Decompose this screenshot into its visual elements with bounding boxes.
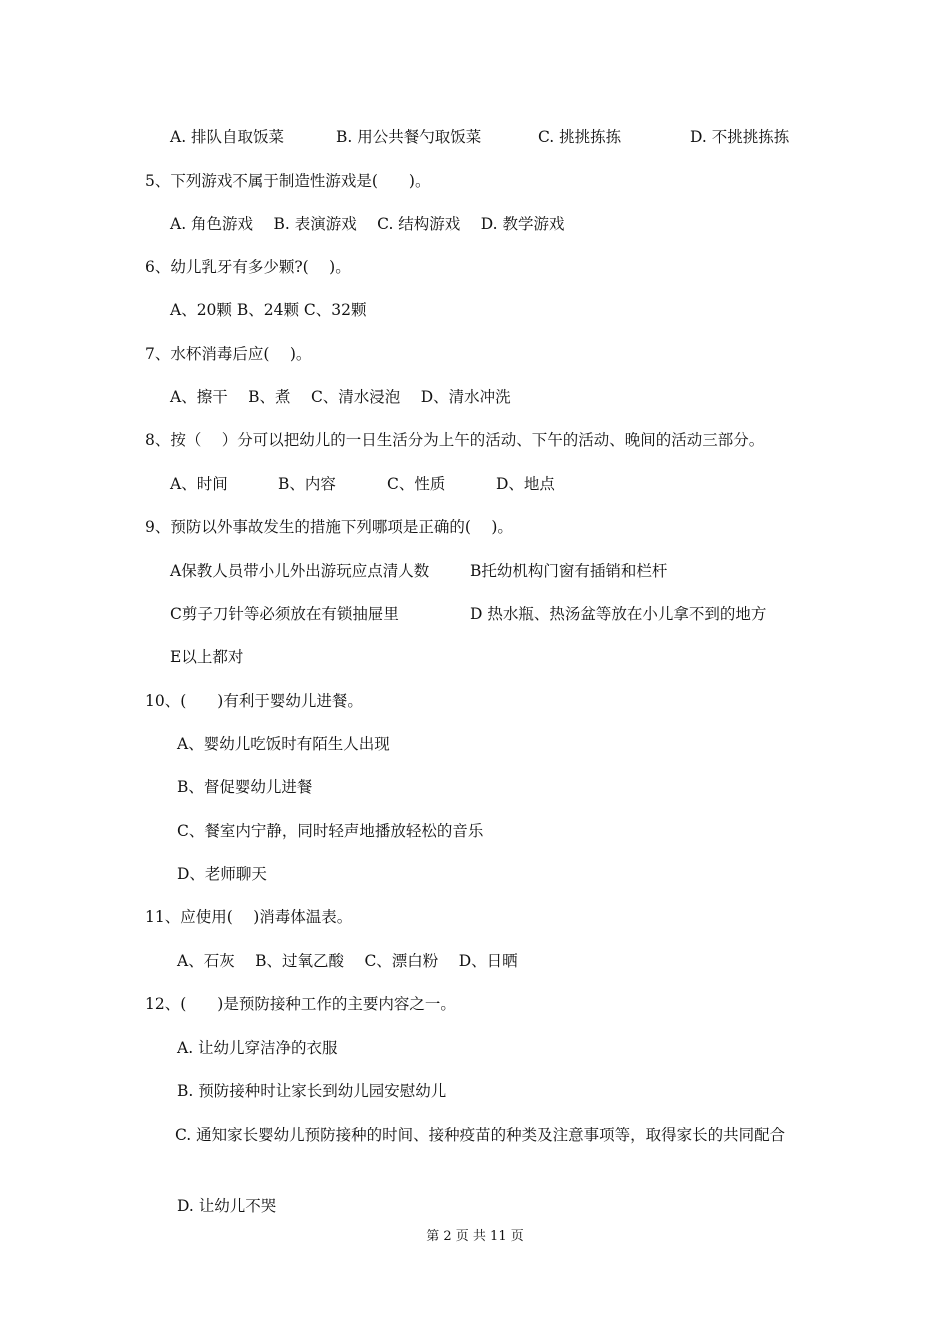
q8-option-a: A、时间 — [170, 475, 228, 493]
q10-option-c: C、餐室内宁静，同时轻声地播放轻松的音乐 — [177, 822, 484, 840]
q12-option-b: B. 预防接种时让家长到幼儿园安慰幼儿 — [177, 1082, 447, 1100]
q8-option-b: B、内容 — [278, 475, 336, 493]
q9-stem: 9、预防以外事故发生的措施下列哪项是正确的( )。 — [145, 518, 513, 536]
q5-stem: 5、下列游戏不属于制造性游戏是( )。 — [145, 172, 431, 190]
q9-option-a: A保教人员带小儿外出游玩应点清人数 — [170, 562, 430, 580]
q7-stem: 7、水杯消毒后应( )。 — [145, 345, 312, 363]
q8-option-d: D、地点 — [496, 475, 555, 493]
q9-option-b: B托幼机构门窗有插销和栏杆 — [470, 562, 668, 580]
q10-option-a: A、婴幼儿吃饭时有陌生人出现 — [177, 735, 390, 753]
q5-options: A. 角色游戏 B. 表演游戏 C. 结构游戏 D. 教学游戏 — [170, 215, 565, 233]
q10-option-d: D、老师聊天 — [177, 865, 267, 883]
q8-stem: 8、按（ ）分可以把幼儿的一日生活分为上午的活动、下午的活动、晚间的活动三部分。 — [145, 431, 765, 449]
q10-option-b: B、督促婴幼儿进餐 — [177, 778, 313, 796]
q12-stem: 12、( )是预防接种工作的主要内容之一。 — [145, 995, 456, 1013]
q12-option-a: A. 让幼儿穿洁净的衣服 — [177, 1039, 338, 1057]
q7-options: A、擦干 B、煮 C、清水浸泡 D、清水冲洗 — [170, 388, 511, 406]
q10-stem: 10、( )有利于婴幼儿进餐。 — [145, 692, 363, 710]
q6-stem: 6、幼儿乳牙有多少颗?( )。 — [145, 258, 351, 276]
q11-stem: 11、应使用( )消毒体温表。 — [145, 908, 353, 926]
page-footer: 第 2 页 共 11 页 — [426, 1229, 524, 1244]
q4-option-d: D. 不挑挑拣拣 — [690, 128, 790, 146]
q6-options: A、20颗 B、24颗 C、32颗 — [170, 301, 367, 319]
q4-option-c: C. 挑挑拣拣 — [538, 128, 622, 146]
q12-option-c: C. 通知家长婴幼儿预防接种的时间、接种疫苗的种类及注意事项等，取得家长的共同配合 — [175, 1126, 786, 1144]
q4-option-b: B. 用公共餐勺取饭菜 — [336, 128, 482, 146]
q9-option-c: C剪子刀针等必须放在有锁抽屉里 — [170, 605, 399, 623]
q12-option-d: D. 让幼儿不哭 — [177, 1197, 277, 1215]
q9-option-d: D 热水瓶、热汤盆等放在小儿拿不到的地方 — [470, 605, 767, 623]
q4-option-a: A. 排队自取饭菜 — [170, 128, 285, 146]
q8-option-c: C、性质 — [387, 475, 446, 493]
q9-option-e: E以上都对 — [170, 648, 244, 666]
q11-options: A、石灰 B、过氧乙酸 C、漂白粉 D、日晒 — [177, 952, 518, 970]
